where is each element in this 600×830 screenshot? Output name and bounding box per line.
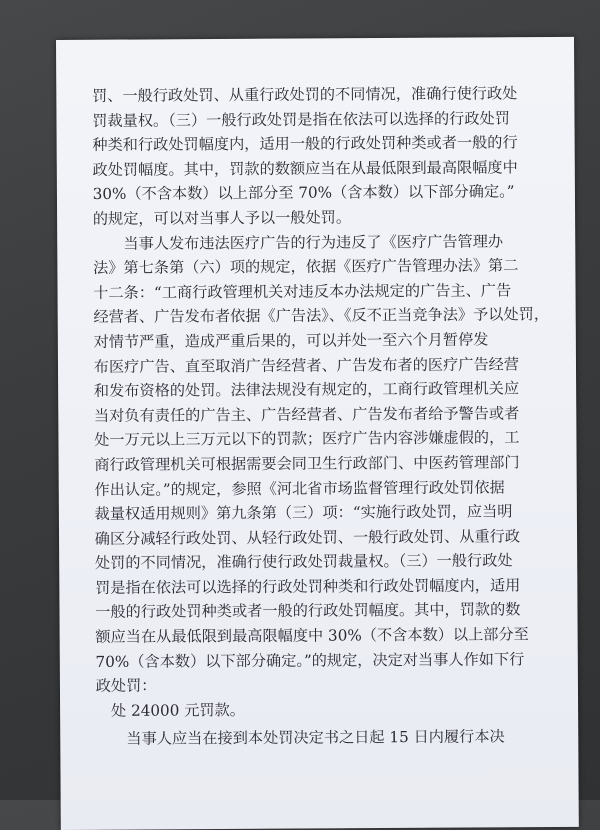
- text-line: 对情节严重，造成严重后果的，可以并处一至六个月暂停发: [93, 330, 489, 351]
- text-line: 商行政管理机关可根据需要会同卫生行政部门、中医药管理部门: [94, 453, 520, 474]
- text-line: 30%（不含本数）以上部分至 70%（含本数）以下部分确定。”: [92, 182, 515, 204]
- text-line: 罚裁量权。（三）一般行政处罚是指在依法可以选择的行政处罚: [92, 109, 510, 130]
- document-body: [92, 81, 552, 752]
- text-line: 经营者、广告发布者依据《广告法》、《反不正当竞争法》予以处罚，: [93, 305, 550, 327]
- text-line: 种类和行政处罚幅度内，适用一般的行政处罚种类或者一般的行: [92, 133, 518, 155]
- text-line: 处一万元以上三万元以下的罚款；医疗广告内容涉嫌虚假的，工: [94, 428, 520, 450]
- text-line: 额应当在从最低限到最高限幅度中 30%（不含本数）以上部分至: [95, 625, 529, 647]
- text-line: 确区分减轻行政处罚、从轻行政处罚、一般行政处罚、从重行政: [94, 527, 521, 548]
- text-line: 布医疗广告、直至取消广告经营者、广告发布者的医疗广告经营: [93, 354, 520, 376]
- text-line: 当对负有责任的广告主、广告经营者、广告发布者给予警告或者: [93, 404, 520, 425]
- text-line: 罚、一般行政处罚、从重行政处罚的不同情况，准确行使行政处: [92, 84, 518, 105]
- text-line: 政处罚幅度。其中，罚款的数额应当在从最低限到最高限幅度中: [92, 158, 518, 179]
- text-line: 当事人发布违法医疗广告的行为违反了《医疗广告管理办: [92, 232, 504, 253]
- text-line: 十二条：“工商行政管理机关对违反本办法规定的广告主、广告: [93, 281, 512, 302]
- text-line: 和发布资格的处罚。法律法规没有规定的，工商行政管理机关应: [93, 379, 520, 401]
- text-line: 法》第七条第（六）项的规定，依据《医疗广告管理办法》第二: [93, 256, 519, 278]
- penalty-line: 处 24000 元罚款。: [95, 700, 245, 720]
- text-line: 政处罚：: [95, 676, 157, 696]
- text-line: 当事人应当在接到本处罚决定书之日起 15 日内履行本决: [95, 727, 505, 749]
- text-line: 70%（含本数）以下部分确定。”的规定，决定对当事人作如下行: [95, 650, 525, 671]
- text-line: 作出认定。”的规定，参照《河北省市场监督管理行政处罚依据: [94, 477, 505, 499]
- text-line: 的规定，可以对当事人予以一般处罚。: [92, 208, 352, 228]
- text-line: 一般的行政处罚种类或者一般的行政处罚幅度。其中，罚款的数: [95, 600, 521, 622]
- text-line: 裁量权适用规则》第九条第（三）项：“实施行政处罚，应当明: [94, 502, 513, 524]
- text-line: 处罚的不同情况，准确行使行政处罚裁量权。（三）一般行政处: [94, 551, 513, 573]
- text-line: 罚是指在依法可以选择的行政处罚种类和行政处罚幅度内，适用: [95, 576, 521, 597]
